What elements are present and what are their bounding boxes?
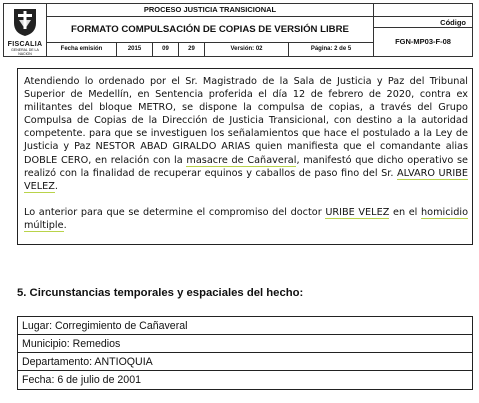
header-blank-cell <box>373 4 472 17</box>
table-row: Municipio: Remedios <box>18 335 472 353</box>
narrative-paragraph-2: Lo anterior para que se determine el compromiso del doctor URIBE VELEZ en el homicidio múltiple. <box>24 206 468 231</box>
table-row: Lugar: Corregimiento de Cañaveral <box>18 317 472 335</box>
fiscalia-logo <box>4 4 47 56</box>
logo-subtitle: GENERAL DE LA NACION <box>11 48 39 56</box>
form-title: FORMATO COMPULSACIÓN DE COPIAS DE VERSIÓN LIBRE <box>47 17 373 43</box>
issue-year: 2015 <box>117 43 153 56</box>
process-name: PROCESO JUSTICIA TRANSICIONAL <box>47 4 373 17</box>
highlight-name: ALVARO URIBE VELEZ <box>24 167 468 192</box>
version: Versión: 02 <box>205 43 289 56</box>
code-label: Código <box>373 17 472 28</box>
table-row: Fecha: 6 de julio de 2001 <box>22 374 141 386</box>
highlight-uribe: URIBE VELEZ <box>325 206 390 218</box>
header-meta-row <box>47 43 373 56</box>
narrative-paragraph-1: Atendiendo lo ordenado por el Sr. Magistrado de la Sala de Justicia y Paz del Tribunal Superior de Medellín, en Sentencia proferida el día 12 de febrero de 2020, contra ex militantes del bloque METRO, se dispone la compulsa de copias, a través del Grupo Compulsa de Copias de la Dirección de Justicia Transicional, con destino a la autoridad competente. para que se investiguen los señalamientos que hace el postulado a la Ley de Justicia y Paz NESTOR ABAD GIRALDO ARIAS quien manifiesta que el comandante alias DOBLE CERO, en relación con la masacre de Cañaveral, manifestó que dicho operativo se realizó con la finalidad de recuperar equinos y caballos de paso fino del Sr. ALVARO URIBE VELEZ. <box>24 76 469 192</box>
issue-date-label: Fecha emisión <box>47 43 117 56</box>
highlight-masacre: masacre de Cañaveral <box>186 154 297 166</box>
table-row: Departamento: ANTIOQUIA <box>18 353 472 371</box>
section-5-title: 5. Circunstancias temporales y espaciales del hecho: <box>17 287 304 299</box>
shield-emblem-icon <box>12 7 38 37</box>
circumstances-table <box>17 316 473 390</box>
issue-month: 09 <box>153 43 179 56</box>
narrative-box <box>17 68 473 245</box>
logo-name: FISCALIA <box>7 41 43 48</box>
code-value: FGN-MP03-F-08 <box>373 28 472 56</box>
document-header <box>3 3 473 57</box>
highlight-homicidio: homicidio múltiple <box>24 206 468 231</box>
page-number: Página: 2 de 5 <box>310 46 352 52</box>
issue-day: 29 <box>179 43 205 56</box>
